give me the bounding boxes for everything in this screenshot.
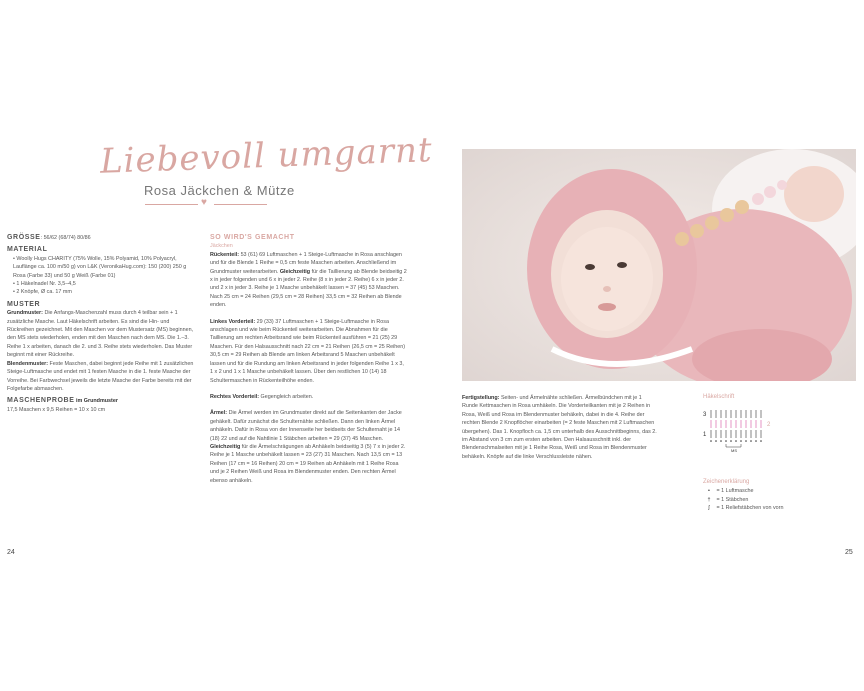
blendenmuster-paragraph: Blendenmuster: Feste Maschen, dabei beginnt jede Reihe mit 1 zusätzlichen Steige-Luftmasche und endet mit 1 festen Masche in die 1. feste Masche der Vorreihe. Bei Farbwechsel jeweils die letzte Masche der Farbe bereits mit der Folgefarbe abmaschen. (7, 360, 194, 392)
grundmuster-paragraph: Grundmuster: Die Anfangs-Maschenzahl muss durch 4 teilbar sein + 1 zusätzliche Masche. Laut Häkelschrift arbeiten. Es sind die Hin- und Rückreihen gezeichnet. Mit den Maschen vor dem Mustersatz (MS) beginnen, den MS stets wiederholen, enden mit den Maschen nach dem MS. Die 1.–3. Reihe 1 x arbeiten, danach die 2. und 3. Reihe stets wiederholen. Das Muster beginnt mit einer Rückreihe. (7, 310, 194, 359)
size-heading: GRÖSSE (7, 234, 41, 241)
probe-text: 17,5 Maschen x 9,5 Reihen = 10 x 10 cm (7, 406, 106, 413)
diagram-title: Häkelschrift (703, 394, 735, 400)
row-1-stitches (711, 430, 761, 438)
divider-line-right (214, 204, 267, 205)
page-title: Liebevoll umgarnt (99, 130, 434, 182)
rueckenteil-paragraph: Rückenteil: 53 (61) 69 Luftmaschen + 1 Steige-Luftmasche in Rosa anschlagen und für die Blende 1 Reihe = 0,5 cm feste Maschen arbeiten. Anschließend im Grundmuster weiterarbeiten. Gleichzeitig für die Taillierung ab Blende beidseitig 2 x in jeder folgenden und 6 x in jeder 2. Reihe (8 x in jeder 2. Reihe) 6 x in jeder 2. und 2 x in jeder 3. Reihe je 1 Masche unbehäkelt lassen = 37 (45) 53 Maschen. Nach 25 cm = 24 Reihen (29,5 cm = 28 Reihen) 33,5 cm = 32 Reihen ab Blende enden. (210, 251, 407, 309)
ms-label: MS (731, 448, 737, 453)
aermel-paragraph: Ärmel: Die Ärmel werden im Grundmuster direkt auf die Seitenkanten der Jacke gehäkelt. Dafür zunächst die Schulternähte schließen. Dann den linken Ärmel anhäkeln. Dafür in Rosa von der Innenseite her beidseits der Schulternaht je 14 (18) 22 und auf die Nahtlinie 1 Stäbchen arbeiten = 29 (37) 45 Maschen. Gleichzeitig für die Ärmelschrägungen ab Anhäkeln beidseitig 3 (5) 7 x in jeder 2. Reihe je 1 Masche unbehäkelt lassen = 23 (27) 31 Maschen. Nach 13,5 cm = 13 Reihen (17 cm = 16 Reihen) 20 cm = 19 Reihen ab Anhäkeln mit 1 Reihe Rosa und je 2 Reihen Weiß und Rosa im Blendenmuster enden. Den rechten Ärmel ebenso anhäkeln. (210, 410, 406, 484)
page-subtitle: Rosa Jäckchen & Mütze (144, 183, 295, 198)
heart-icon: ♥ (201, 197, 207, 208)
row-label: 2 (767, 422, 771, 428)
fertigstellung-paragraph: Fertigstellung: Seiten- und Ärmelnähte schließen. Ärmelbündchen mit je 1 Runde Kettmaschen in Rosa umhäkeln. Die Vorderteilkanten mit je 2 Reihen in Rosa, Weiß und Rosa im Blendenmuster behäkeln, dabei in die 4. Reihe der rechten Blende 2 Knopflöcher einarbeiten (= 2 feste Maschen mit 2 Luftmaschen übergehen). Das 1. Knopfloch ca. 1,5 cm unterhalb des Ausschnittbeginns, das 2. im Abstand von 3 cm zum ersten arbeiten. Den Halsausschnitt inkl. der Blendenschmalseiten mit je 1 Reihe Rosa, Weiß und Rosa im Blendenmuster behäkeln. Knöpfe auf die linke Verschlussleiste nähen. (462, 395, 657, 460)
ms-bracket (726, 444, 741, 447)
materials-column (7, 234, 194, 414)
row-2-stitches (711, 420, 761, 428)
muster-heading: MUSTER (7, 300, 41, 308)
row-label: 3 (703, 412, 707, 418)
material-item: • Woolly Hugs CHARITY (75% Wolle, 15% Polyamid, 10% Polyacryl, Lauflänge ca. 100 m/50 g) von L&K (VeronikaHug.com): 150 (200) 250 g Rosa (Farbe 33) und 50 g Weiß (Farbe 01) (13, 255, 194, 280)
baby-photo (462, 149, 856, 381)
legend-item: • = 1 Luftmasche (703, 487, 823, 496)
probe-line: MASCHENPROBE im Grundmuster (7, 397, 118, 405)
legend-title: Zeichenerklärung (703, 479, 750, 485)
heart-divider (145, 197, 267, 210)
legend-item: † = 1 Stäbchen (703, 496, 823, 505)
page-number-left: 24 (7, 549, 15, 556)
legend-item: ʃ = 1 Reliefstäbchen von vorn (703, 504, 823, 513)
probe-heading: MASCHENPROBE (7, 397, 75, 405)
relief-stitch-icon: ʃ (708, 505, 710, 512)
instructions-heading: SO WIRD'S GEMACHT (210, 234, 295, 241)
size-value: 56/62 (68/74) 80/86 (43, 235, 91, 241)
double-crochet-icon: † (707, 496, 711, 503)
instructions-column (210, 234, 408, 485)
chain-row (710, 440, 762, 442)
rechtes-vorderteil-paragraph: Rechtes Vorderteil: Gegengleich arbeiten. (210, 393, 314, 400)
material-item: • 2 Knöpfe, Ø ca. 17 mm (13, 288, 194, 296)
linkes-vorderteil-paragraph: Linkes Vorderteil: 29 (33) 37 Luftmaschen + 1 Steige-Luftmasche in Rosa anschlagen und wie beim Rückenteil weiterarbeiten. Die Abnahmen für die Taillierung am rechten Arbeitsrand wie beim Rückenteil ausführen = 21 (25) 29 Maschen. Für den Halsausschnitt nach 22 cm = 21 Reihen (26,5 cm = 25 Reihen) 30,5 cm = 29 Reihen ab Blende am linken Arbeitsrand 5 Maschen unbehäkelt lassen und für die Rundung am linken Arbeitsrand in jeder folgenden Reihe 1 x 3, 1 x 2 und 1 x 1 Masche unbehäkelt lassen. Über den restlichen 10 (14) 18 Schultermaschen in Rückenteilhöhe enden. (210, 318, 406, 384)
material-list (7, 255, 194, 297)
page-number-right: 25 (845, 549, 853, 556)
instructions-subheading: Jäckchen (210, 243, 233, 250)
chain-stitch-icon: • (708, 487, 710, 494)
row-label: 1 (703, 432, 707, 438)
finishing-column (462, 394, 658, 461)
legend (703, 478, 823, 513)
size-line: GRÖSSE: 56/62 (68/74) 80/86 (7, 234, 91, 241)
material-heading: MATERIAL (7, 246, 48, 254)
row-3-stitches (711, 410, 761, 418)
material-item: • 1 Häkelnadel Nr. 3,5–4,5 (13, 280, 194, 288)
crochet-diagram (703, 404, 793, 454)
divider-line-left (145, 204, 198, 205)
